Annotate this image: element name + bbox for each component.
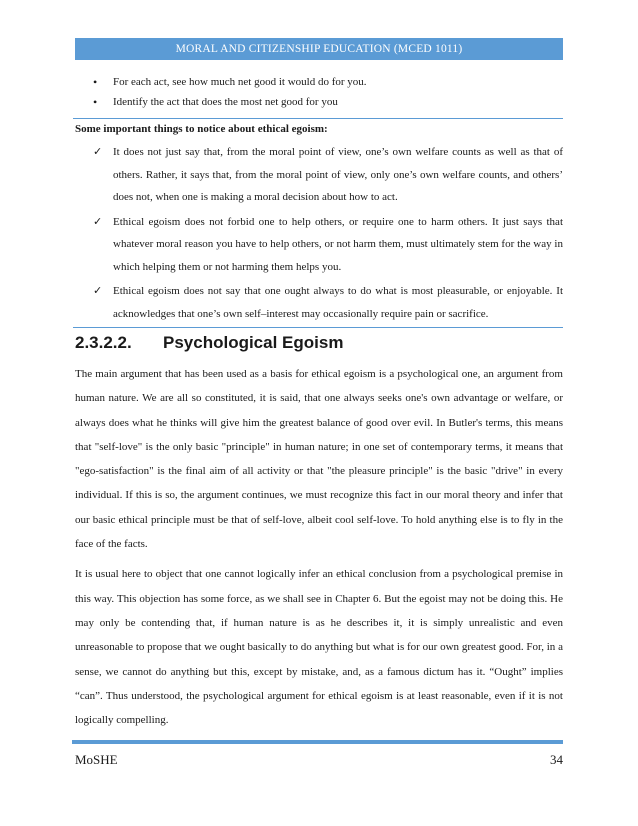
section-title: Psychological Egoism <box>163 333 344 352</box>
footer-label: MoSHE <box>75 752 118 767</box>
section-number: 2.3.2.2. <box>75 333 132 352</box>
section-divider <box>73 327 563 328</box>
bullet-item: • Identify the act that does the most net good for you <box>93 92 563 112</box>
body-paragraph: It is usual here to object that one cannot logically infer an ethical conclusion from a psychological premise in this way. This objection has some force, as we shall see in Chapter 6. But the egoist may not be doing this. He may only be contending that, if human nature is as he describes it, it is simply unrealistic and even unreasonable to propose that we ought basically to do anything but what is for our own greatest good. For, in a sense, we cannot do anything but this, except by mistake, and, as a famous dictum has it. “Ought” implies “can”. Thus understood, the psychological argument for ethical egoism is at least reasonable, even if it is not logically compelling. <box>75 568 563 727</box>
checklist-item <box>93 141 563 209</box>
section-divider <box>73 118 563 119</box>
footer-divider <box>72 740 563 744</box>
checklist-item <box>93 280 563 325</box>
check-icon: ✓ <box>93 284 103 297</box>
section-heading <box>75 332 563 354</box>
bullet-item: • For each act, see how much net good it would do for you. <box>93 72 563 92</box>
checklist-item <box>93 211 563 279</box>
notice-heading: Some important things to notice about ethical egoism: <box>75 123 328 135</box>
checklist-text: It does not just say that, from the moral point of view, one’s own welfare counts as well as that of others. Rather, it says that, from the moral point of view, only one’s own welfare counts, and others’ does not, when one is making a moral decision about how to act. <box>113 146 563 203</box>
check-icon: ✓ <box>93 214 103 228</box>
page-number: 34 <box>550 752 563 767</box>
check-icon: ✓ <box>93 145 103 158</box>
bullet-list <box>93 72 563 112</box>
page-content <box>75 72 563 732</box>
body-paragraph: The main argument that has been used as a basis for ethical egoism is a psychological one, an argument from human nature. We are all so constituted, it is said, that one always seeks one's own advantage or welfare, or always does what he thinks will give him the greatest balance of good over evil. In Butler's terms, this means that "self-love" is the only basic "principle" in human nature; in one set of contemporary terms, it means that "ego-satisfaction" is the final aim of all activity or that "the pleasure principle" is the basic "drive" in every individual. If this is so, the argument continues, we must recognize this fact in our moral theory and infer that our basic ethical principle must be that of self-love, albeit cool self-love. To hold anything else is to fly in the face of the facts. <box>75 368 563 551</box>
checklist-text: Ethical egoism does not say that one ought always to do what is most pleasurable, or enjoyable. It acknowledges that one’s own self–interest may occasionally require pain or sacrifice. <box>113 285 563 320</box>
checklist-text: Ethical egoism does not forbid one to help others, or require one to harm others. It just says that whatever moral reason you have to help others, or not harm them, must ultimately stem for the way in which helping them or not harming them helps you. <box>113 215 563 273</box>
page-header <box>75 38 563 60</box>
checklist <box>93 141 563 325</box>
header-title: MORAL AND CITIZENSHIP EDUCATION (MCED 1011) <box>175 43 463 55</box>
